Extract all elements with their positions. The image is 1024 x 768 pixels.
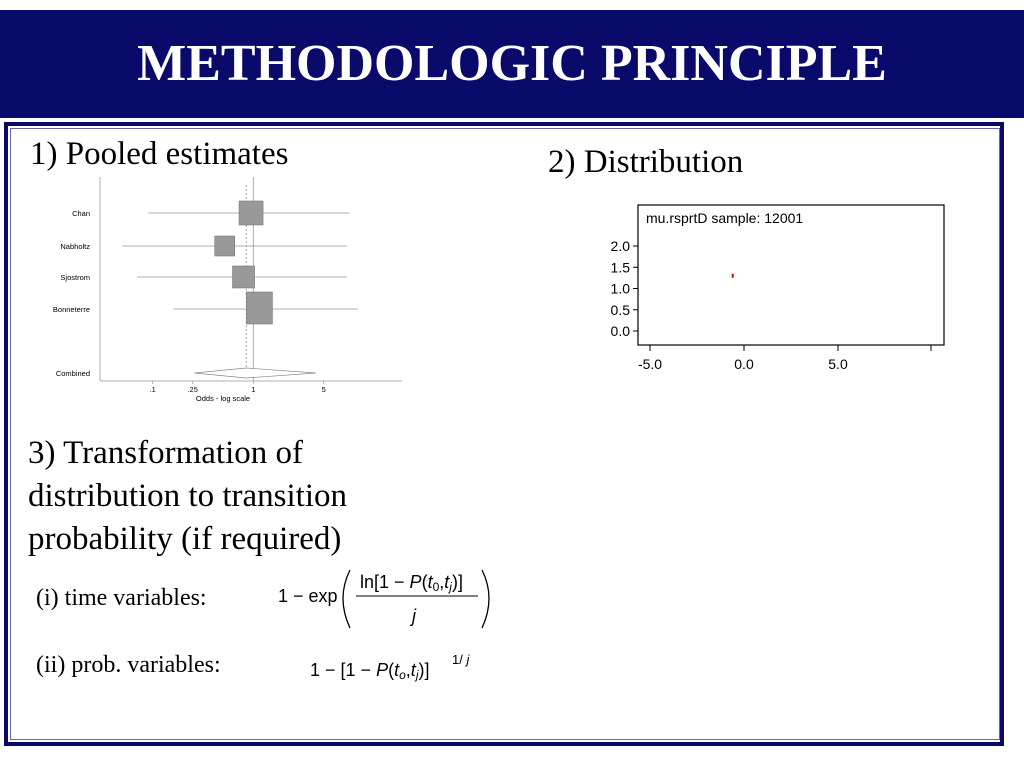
distribution-title: mu.rsprtD sample: 12001	[646, 210, 804, 226]
transformation-heading-line-2: distribution to transition	[28, 478, 347, 514]
distribution-y-tick-label: 2.0	[610, 238, 630, 254]
slide-title: METHODOLOGIC PRINCIPLE	[137, 35, 887, 92]
distribution-x-tick-label: 5.0	[828, 356, 848, 372]
prob-variables-label: (ii) prob. variables:	[36, 652, 221, 678]
forest-x-tick-label: 1	[251, 385, 256, 394]
svg-text:1 − exp: 1 − exp	[278, 586, 338, 606]
forest-x-tick-label: .25	[187, 385, 198, 394]
distribution-x-tick-label: -5.0	[637, 356, 663, 372]
svg-text:ln[1 − P(t0,tj)]: ln[1 − P(t0,tj)]	[360, 572, 463, 594]
svg-text:1/ j: 1/ j	[452, 652, 470, 667]
distribution-y-tick-label: 1.0	[610, 280, 630, 297]
forest-study-box	[215, 236, 235, 256]
forest-study-label: Sjostrom	[60, 273, 90, 282]
forest-x-axis-label: Odds - log scale	[195, 394, 251, 403]
distribution-x-tick-label: 0.0	[734, 356, 754, 372]
pooled-estimates-heading: 1) Pooled estimates	[30, 136, 289, 172]
transformation-heading-line-3: probability (if required)	[28, 521, 342, 557]
forest-combined-diamond	[194, 368, 316, 378]
forest-study-label: Chan	[72, 209, 90, 218]
forest-x-tick-label: .1	[149, 385, 156, 394]
svg-text:1 − [1 − P(to,tj)]: 1 − [1 − P(to,tj)]	[310, 660, 430, 682]
forest-study-label: Nabholtz	[60, 242, 90, 251]
distribution-y-tick-label: 0.5	[610, 301, 630, 318]
forest-study-box	[239, 201, 263, 225]
distribution-plot	[598, 200, 958, 380]
distribution-y-tick-label: 1.5	[610, 259, 630, 276]
svg-text:j: j	[412, 606, 416, 626]
forest-combined-label: Combined	[55, 369, 90, 378]
distribution-sample-point	[732, 274, 734, 278]
time-variables-label: (i) time variables:	[36, 585, 207, 611]
distribution-heading: 2) Distribution	[548, 144, 744, 180]
distribution-plot-area	[611, 205, 944, 372]
prob-variable-formula	[306, 648, 496, 688]
forest-plot	[40, 175, 410, 405]
time-variable-formula	[272, 562, 502, 634]
transformation-heading	[28, 432, 347, 561]
forest-plot-area	[53, 177, 402, 403]
forest-x-tick-label: 5	[321, 385, 326, 394]
transformation-heading-line-1: 3) Transformation of	[28, 435, 303, 471]
distribution-frame	[638, 205, 944, 345]
forest-study-box	[233, 266, 255, 288]
forest-study-label: Bonneterre	[52, 305, 90, 314]
forest-study-box	[246, 292, 272, 324]
distribution-y-tick-label: 0.0	[610, 323, 630, 339]
